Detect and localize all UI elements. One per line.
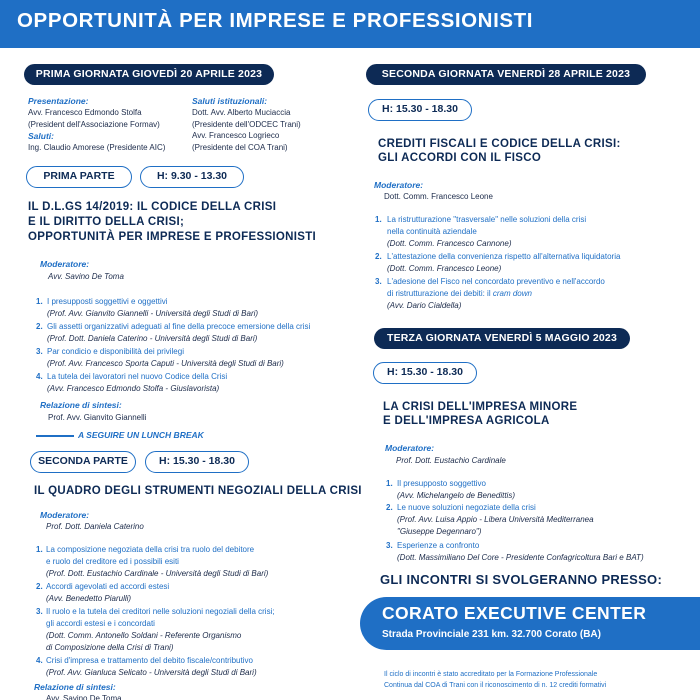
cram-down-text: cram down	[492, 289, 532, 298]
item-speaker: (Prof. Avv. Gianvito Giannelli - Università degli Studi di Bari)	[47, 309, 259, 318]
item-speaker: (Dott. Massimiliano Del Core - Presidente Confagricoltura Bari e BAT)	[397, 553, 644, 562]
part1-title-2: E IL DIRITTO DELLA CRISI;	[28, 216, 185, 228]
saluti-istituzionali-label: Saluti istituzionali:	[192, 96, 268, 106]
day3-moderatore-name: Prof. Dott. Eustachio Cardinale	[396, 456, 506, 465]
day3-pill: TERZA GIORNATA VENERDÌ 5 MAGGIO 2023	[374, 328, 630, 349]
moderatore2-label: Moderatore:	[40, 510, 90, 520]
saluti-ist-1: Dott. Avv. Alberto Muciaccia	[192, 108, 291, 117]
lunch-arrow-line	[36, 435, 74, 437]
presentazione-label: Presentazione:	[28, 96, 89, 106]
item-number: 3.	[386, 541, 393, 550]
item-number: 1.	[375, 215, 382, 224]
item-title: La composizione negoziata della crisi tra ruolo del debitore	[46, 545, 255, 554]
item-speaker: (Dott. Comm. Antonello Soldani - Referente Organismo	[46, 631, 242, 640]
item-number: 2.	[36, 322, 43, 331]
moderatore-name: Avv. Savino De Toma	[48, 272, 124, 281]
moderatore2-name: Prof. Dott. Daniela Caterino	[46, 522, 144, 531]
item-speaker: (Prof. Avv. Gianluca Selicato - Università degli Studi di Bari)	[46, 668, 257, 677]
item-title-line2	[387, 289, 532, 299]
day2-pill: SECONDA GIORNATA VENERDÌ 28 APRILE 2023	[366, 64, 646, 85]
item-speaker: (Prof. Dott. Eustachio Cardinale - Università degli Studi di Bari)	[46, 569, 269, 578]
part1-pill: PRIMA PARTE	[26, 166, 132, 188]
footer-line-1: Il ciclo di incontri è stato accreditato per la Formazione Professionale	[384, 671, 598, 678]
item-title: L'adesione del Fisco nel concordato preventivo e nell'accordo	[387, 277, 605, 286]
venue-name: CORATO EXECUTIVE CENTER	[382, 603, 647, 623]
sintesi-label: Relazione di sintesi:	[40, 400, 122, 410]
day2-title-1: CREDITI FISCALI E CODICE DELLA CRISI:	[378, 138, 621, 150]
item-speaker: (Avv. Dario Cialdella)	[387, 301, 462, 310]
part2-pill: SECONDA PARTE	[30, 451, 136, 473]
item-speaker: (Avv. Francesco Edmondo Stolfa - Giuslavorista)	[47, 384, 220, 393]
item-title: Crisi d'impresa e trattamento del debito fiscale/contributivo	[46, 656, 253, 665]
item-speaker: (Prof. Dott. Daniela Caterino - Università degli Studi di Bari)	[47, 334, 258, 343]
part1-time-pill: H: 9.30 - 13.30	[140, 166, 244, 188]
item-title: Gli assetti organizzativi adeguati al fine della precoce emersione della crisi	[47, 322, 311, 331]
part1-title-1: IL D.L.GS 14/2019: IL CODICE DELLA CRISI	[28, 201, 277, 213]
item-title: Esperienze a confronto	[397, 541, 480, 550]
saluti-label: Saluti:	[28, 131, 54, 141]
day2-moderatore-name: Dott. Comm. Francesco Leone	[384, 192, 493, 201]
day1-pill: PRIMA GIORNATA GIOVEDÌ 20 APRILE 2023	[24, 64, 274, 85]
item-title: La tutela dei lavoratori nel nuovo Codice della Crisi	[47, 372, 228, 381]
saluti-ist-2: Avv. Francesco Logrieco	[192, 131, 280, 140]
item-title-line2: e ruolo del creditore ed i possibili esiti	[46, 557, 179, 566]
part2-title: IL QUADRO DEGLI STRUMENTI NEGOZIALI DELLA CRISI	[34, 485, 362, 497]
item-number: 1.	[36, 545, 43, 554]
part1-title-3: OPPORTUNITÀ PER IMPRESE E PROFESSIONISTI	[28, 231, 317, 243]
item-speaker: (Prof. Avv. Luisa Appio - Libera Università Mediterranea	[397, 515, 594, 524]
item-speaker: (Avv. Benedetto Piarulli)	[46, 594, 132, 603]
item-title: L'attestazione della convenienza rispetto all'alternativa liquidatoria	[387, 252, 621, 261]
saluti-ist-2-role: (Presidente del COA Trani)	[192, 143, 288, 152]
item-number: 1.	[386, 479, 393, 488]
venue-heading: GLI INCONTRI SI SVOLGERANNO PRESSO:	[380, 572, 663, 587]
presentazione-name: Avv. Francesco Edmondo Stolfa	[28, 108, 142, 117]
item-speaker: (Dott. Comm. Francesco Leone)	[387, 264, 502, 273]
item-number: 2.	[36, 582, 43, 591]
item-title: Il ruolo e la tutela dei creditori nelle soluzioni negoziali della crisi;	[46, 607, 275, 616]
item-title-line2: gli accordi estesi e i concordati	[46, 619, 155, 628]
item-title: Par condicio e disponibilità dei privilegi	[47, 347, 184, 356]
day2-moderatore-label: Moderatore:	[374, 180, 424, 190]
item-number: 4.	[36, 372, 43, 381]
item-title: Il presupposto soggettivo	[397, 479, 486, 488]
item-title: La ristrutturazione "trasversale" nelle soluzioni della crisi	[387, 215, 587, 224]
saluti-name: Ing. Claudio Amorese (Presidente AIC)	[28, 143, 166, 152]
day3-time-pill: H: 15.30 - 18.30	[373, 362, 477, 384]
item-number: 3.	[36, 607, 43, 616]
item-title: I presupposti soggettivi e oggettivi	[47, 297, 168, 306]
item-speaker: (Prof. Avv. Francesco Sporta Caputi - Università degli Studi di Bari)	[47, 359, 284, 368]
item-number: 2.	[386, 503, 393, 512]
item-speaker-line2: di Composizione della Crisi di Trani)	[46, 643, 174, 652]
item-speaker: (Avv. Michelangelo de Benedittis)	[397, 491, 515, 500]
day2-time-pill: H: 15.30 - 18.30	[368, 99, 472, 121]
item-number: 3.	[375, 277, 382, 286]
item-title: Accordi agevolati ed accordi estesi	[46, 582, 170, 591]
sintesi-name: Prof. Avv. Gianvito Giannelli	[48, 413, 147, 422]
item-speaker: (Dott. Comm. Francesco Cannone)	[387, 239, 512, 248]
day3-title-1: LA CRISI DELL'IMPRESA MINORE	[383, 401, 578, 413]
day3-title-2: E DELL'IMPRESA AGRICOLA	[383, 415, 550, 427]
item-title-line2: nella continuità aziendale	[387, 227, 477, 236]
day3-moderatore-label: Moderatore:	[385, 443, 435, 453]
item-number: 1.	[36, 297, 43, 306]
sintesi2-label: Relazione di sintesi:	[34, 682, 116, 692]
item-speaker-line2: "Giuseppe Degennaro")	[397, 527, 482, 536]
lunch-break: A SEGUIRE UN LUNCH BREAK	[78, 430, 204, 440]
venue-address: Strada Provinciale 231 km. 32.700 Corato (BA)	[382, 629, 601, 640]
header-bar	[0, 0, 700, 48]
saluti-ist-1-role: (Presidente dell'ODCEC Trani)	[192, 120, 301, 129]
venue-banner	[360, 597, 700, 650]
item-number: 2.	[375, 252, 382, 261]
day2-title-2: GLI ACCORDI CON IL FISCO	[378, 152, 542, 164]
page-title: OPPORTUNITÀ PER IMPRESE E PROFESSIONISTI	[17, 9, 534, 32]
sintesi2-name: Avv. Savino De Toma	[46, 694, 122, 700]
footer-line-2: Continua dal COA di Trani con il riconoscimento di n. 12 crediti formativi	[384, 682, 607, 689]
moderatore-label: Moderatore:	[40, 259, 90, 269]
item-title-line2-text: di ristrutturazione dei debiti: il	[387, 289, 493, 298]
item-number: 3.	[36, 347, 43, 356]
part2-time-pill: H: 15.30 - 18.30	[145, 451, 249, 473]
item-title: Le nuove soluzioni negoziate della crisi	[397, 503, 536, 512]
item-number: 4.	[36, 656, 43, 665]
presentazione-role: (President dell'Associazione Formav)	[28, 120, 160, 129]
